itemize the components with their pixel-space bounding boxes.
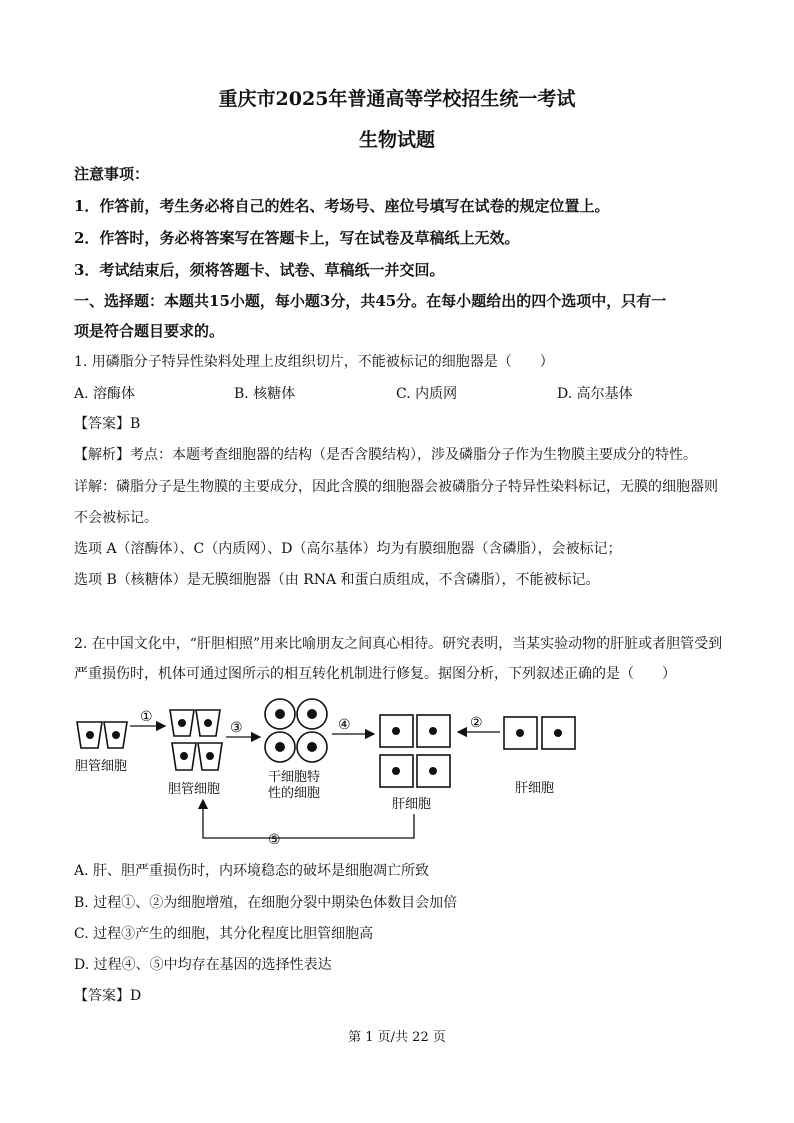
bile-duct-cells-proliferated [170,710,222,770]
notice-item-1: 1．作答前，考生务必将自己的姓名、考场号、座位号填写在试卷的规定位置上。 [74,197,610,215]
q1-detail-4: 选项 B（核糖体）是无膜细胞器（由 RNA 和蛋白质组成，不含磷脂），不能被标记。 [74,572,600,588]
liver-cells-middle [380,715,450,787]
label-stem-like-cell-2: 性的细胞 [268,786,321,801]
q1-detail-3: 选项 A（溶酶体）、C（内质网）、D（高尔基体）均为有膜细胞器（含磷脂），会被标记； [74,541,622,557]
label-bile-duct-cell-left: 胆管细胞 [75,759,128,774]
q2-option-c: C. 过程③产生的细胞，其分化程度比胆管细胞高 [74,926,374,942]
stem-like-cells [265,699,327,762]
section-heading-line-2: 项是符合题目要求的。 [74,322,225,340]
exam-subtitle: 生物试题 [358,129,435,151]
q1-option-d: D. 高尔基体 [557,386,633,402]
page-footer: 第 1 页/共 22 页 [348,1030,446,1045]
q2-stem-line-2: 严重损伤时，机体可通过图所示的相互转化机制进行修复。据图分析，下列叙述正确的是（ ） [74,666,676,682]
process-4-label: ④ [338,717,351,733]
label-stem-like-cell-1: 干细胞特 [268,770,321,785]
notice-item-3: 3．考试结束后，须将答题卡、试卷、草稿纸一并交回。 [74,261,445,279]
notice-heading: 注意事项： [74,165,150,183]
label-liver-cell-middle: 肝细胞 [392,797,432,812]
q2-answer: 【答案】D [74,988,142,1004]
q1-option-c: C. 内质网 [396,386,458,402]
exam-title: 重庆市2025年普通高等学校招生统一考试 [218,88,576,110]
notice-item-2: 2．作答时，务必将答案写在答题卡上，写在试卷及草稿纸上无效。 [74,229,520,247]
q1-option-b: B. 核糖体 [234,386,296,402]
process-1-label: ① [140,709,153,725]
process-2-label: ② [470,715,483,731]
q2-option-d: D. 过程④、⑤中均存在基因的选择性表达 [74,957,332,973]
q1-stem: 1. 用磷脂分子特异性染料处理上皮组织切片，不能被标记的细胞器是（ ） [74,354,554,370]
process-3-label: ③ [230,720,243,736]
liver-cells-right [504,717,575,749]
label-liver-cell-right: 肝细胞 [515,781,555,796]
section-heading-line-1: 一、选择题：本题共15小题，每小题3分，共45分。在每小题给出的四个选项中，只有一 [74,292,667,310]
q1-analysis: 【解析】考点：本题考查细胞器的结构（是否含膜结构），涉及磷脂分子作为生物膜主要成分的特性。 [74,447,697,463]
q2-option-a: A. 肝、胆严重损伤时，内环境稳态的破坏是细胞凋亡所致 [74,863,430,879]
process-5-label: ⑤ [268,832,281,848]
q1-option-a: A. 溶酶体 [74,386,136,402]
q1-answer: 【答案】B [74,416,141,432]
q1-detail-1: 详解：磷脂分子是生物膜的主要成分，因此含膜的细胞器会被磷脂分子特异性染料标记，无膜的细胞器则 [74,479,718,495]
q2-option-b: B. 过程①、②为细胞增殖，在细胞分裂中期染色体数目会加倍 [74,895,458,911]
q2-stem-line-1: 2. 在中国文化中，“肝胆相照”用来比喻朋友之间真心相待。研究表明，当某实验动物的肝脏或者胆管受到 [74,636,723,652]
q1-detail-2: 不会被标记。 [74,510,158,526]
label-bile-duct-cell-middle: 胆管细胞 [168,782,221,797]
cell-conversion-diagram [0,690,794,855]
